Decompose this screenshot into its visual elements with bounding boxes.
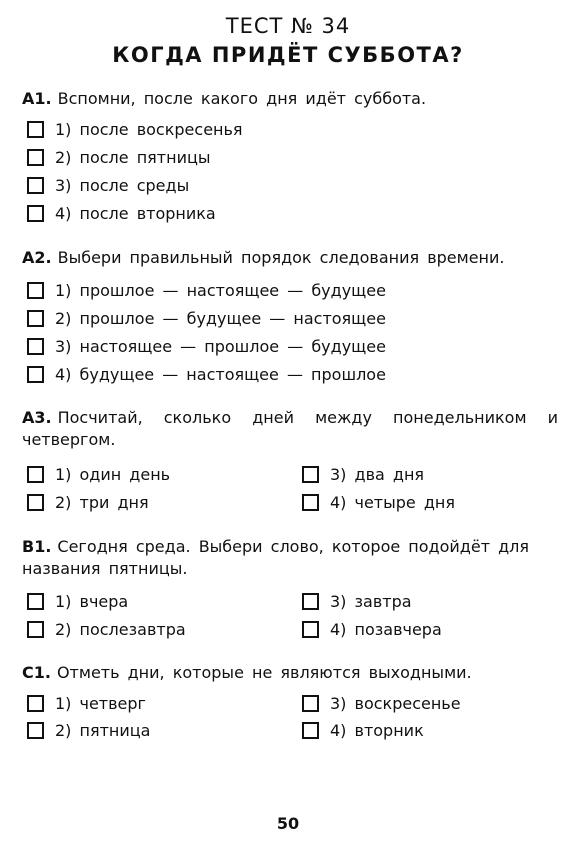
option-b1-4[interactable] — [302, 618, 442, 640]
option-label: 4) четыре дня — [330, 492, 455, 512]
question-a3 — [22, 407, 558, 451]
option-a3-1[interactable] — [27, 463, 170, 485]
option-label: 1) один день — [55, 464, 171, 484]
option-c1-2[interactable] — [27, 719, 150, 741]
answer-checkbox[interactable] — [27, 149, 44, 166]
answer-checkbox[interactable] — [302, 722, 319, 739]
answer-checkbox[interactable] — [27, 282, 44, 299]
answer-checkbox[interactable] — [27, 494, 44, 511]
option-a1-4[interactable] — [27, 202, 216, 224]
question-a1 — [22, 88, 558, 110]
option-label: 1) четверг — [55, 693, 146, 713]
option-label: 2) прошлое — будущее — настоящее — [55, 308, 386, 328]
option-a2-4[interactable] — [27, 363, 386, 385]
option-b1-2[interactable] — [27, 618, 186, 640]
question-code: В1. — [22, 537, 52, 556]
option-label: 4) после вторника — [55, 203, 216, 223]
answer-checkbox[interactable] — [302, 621, 319, 638]
option-a1-1[interactable] — [27, 118, 243, 140]
option-a1-2[interactable] — [27, 146, 211, 168]
option-a2-1[interactable] — [27, 279, 386, 301]
option-a3-3[interactable] — [302, 463, 424, 485]
page-number: 50 — [276, 814, 300, 833]
answer-checkbox[interactable] — [27, 310, 44, 327]
option-a3-2[interactable] — [27, 491, 149, 513]
question-code: А1. — [22, 89, 52, 108]
question-c1 — [22, 662, 558, 684]
option-label: 4) вторник — [330, 720, 424, 740]
answer-checkbox[interactable] — [27, 366, 44, 383]
answer-checkbox[interactable] — [302, 695, 319, 712]
question-code: С1. — [22, 663, 51, 682]
answer-checkbox[interactable] — [302, 466, 319, 483]
test-title: КОГДА ПРИДЁТ СУББОТА? — [112, 43, 464, 67]
answer-checkbox[interactable] — [27, 722, 44, 739]
answer-checkbox[interactable] — [27, 338, 44, 355]
question-a2 — [22, 247, 558, 269]
question-b1 — [22, 536, 558, 580]
option-label: 2) три дня — [55, 492, 149, 512]
answer-checkbox[interactable] — [27, 205, 44, 222]
option-label: 2) пятница — [55, 720, 151, 740]
question-text: Выбери правильный порядок следования времени. — [57, 248, 505, 267]
option-c1-1[interactable] — [27, 692, 146, 714]
option-label: 1) вчера — [55, 591, 129, 611]
option-label: 3) два дня — [330, 464, 425, 484]
question-code: А2. — [22, 248, 52, 267]
answer-checkbox[interactable] — [302, 494, 319, 511]
answer-checkbox[interactable] — [27, 695, 44, 712]
option-label: 4) позавчера — [330, 619, 442, 639]
answer-checkbox[interactable] — [27, 177, 44, 194]
question-text: Посчитай, сколько дней между понедельником и четвергом. — [22, 408, 558, 449]
question-code: А3. — [22, 408, 52, 427]
option-label: 3) воскресенье — [330, 693, 461, 713]
answer-checkbox[interactable] — [27, 121, 44, 138]
option-a2-2[interactable] — [27, 307, 386, 329]
answer-checkbox[interactable] — [27, 593, 44, 610]
option-b1-3[interactable] — [302, 590, 412, 612]
option-c1-4[interactable] — [302, 719, 424, 741]
question-text: Сегодня среда. Выбери слово, которое подойдёт для названия пятницы. — [22, 537, 530, 578]
option-label: 3) после среды — [55, 175, 190, 195]
test-number: ТЕСТ № 34 — [225, 14, 351, 38]
option-a2-3[interactable] — [27, 335, 386, 357]
option-label: 3) настоящее — прошлое — будущее — [55, 336, 386, 356]
option-a1-3[interactable] — [27, 174, 189, 196]
question-text: Вспомни, после какого дня идёт суббота. — [57, 89, 427, 108]
option-c1-3[interactable] — [302, 692, 461, 714]
option-label: 2) послезавтра — [55, 619, 186, 639]
option-label: 2) после пятницы — [55, 147, 211, 167]
option-label: 4) будущее — настоящее — прошлое — [55, 364, 386, 384]
option-label: 1) прошлое — настоящее — будущее — [55, 280, 386, 300]
answer-checkbox[interactable] — [27, 621, 44, 638]
option-b1-1[interactable] — [27, 590, 128, 612]
answer-checkbox[interactable] — [302, 593, 319, 610]
answer-checkbox[interactable] — [27, 466, 44, 483]
option-label: 1) после воскресенья — [55, 119, 243, 139]
option-a3-4[interactable] — [302, 491, 455, 513]
question-text: Отметь дни, которые не являются выходными. — [56, 663, 472, 682]
option-label: 3) завтра — [330, 591, 412, 611]
